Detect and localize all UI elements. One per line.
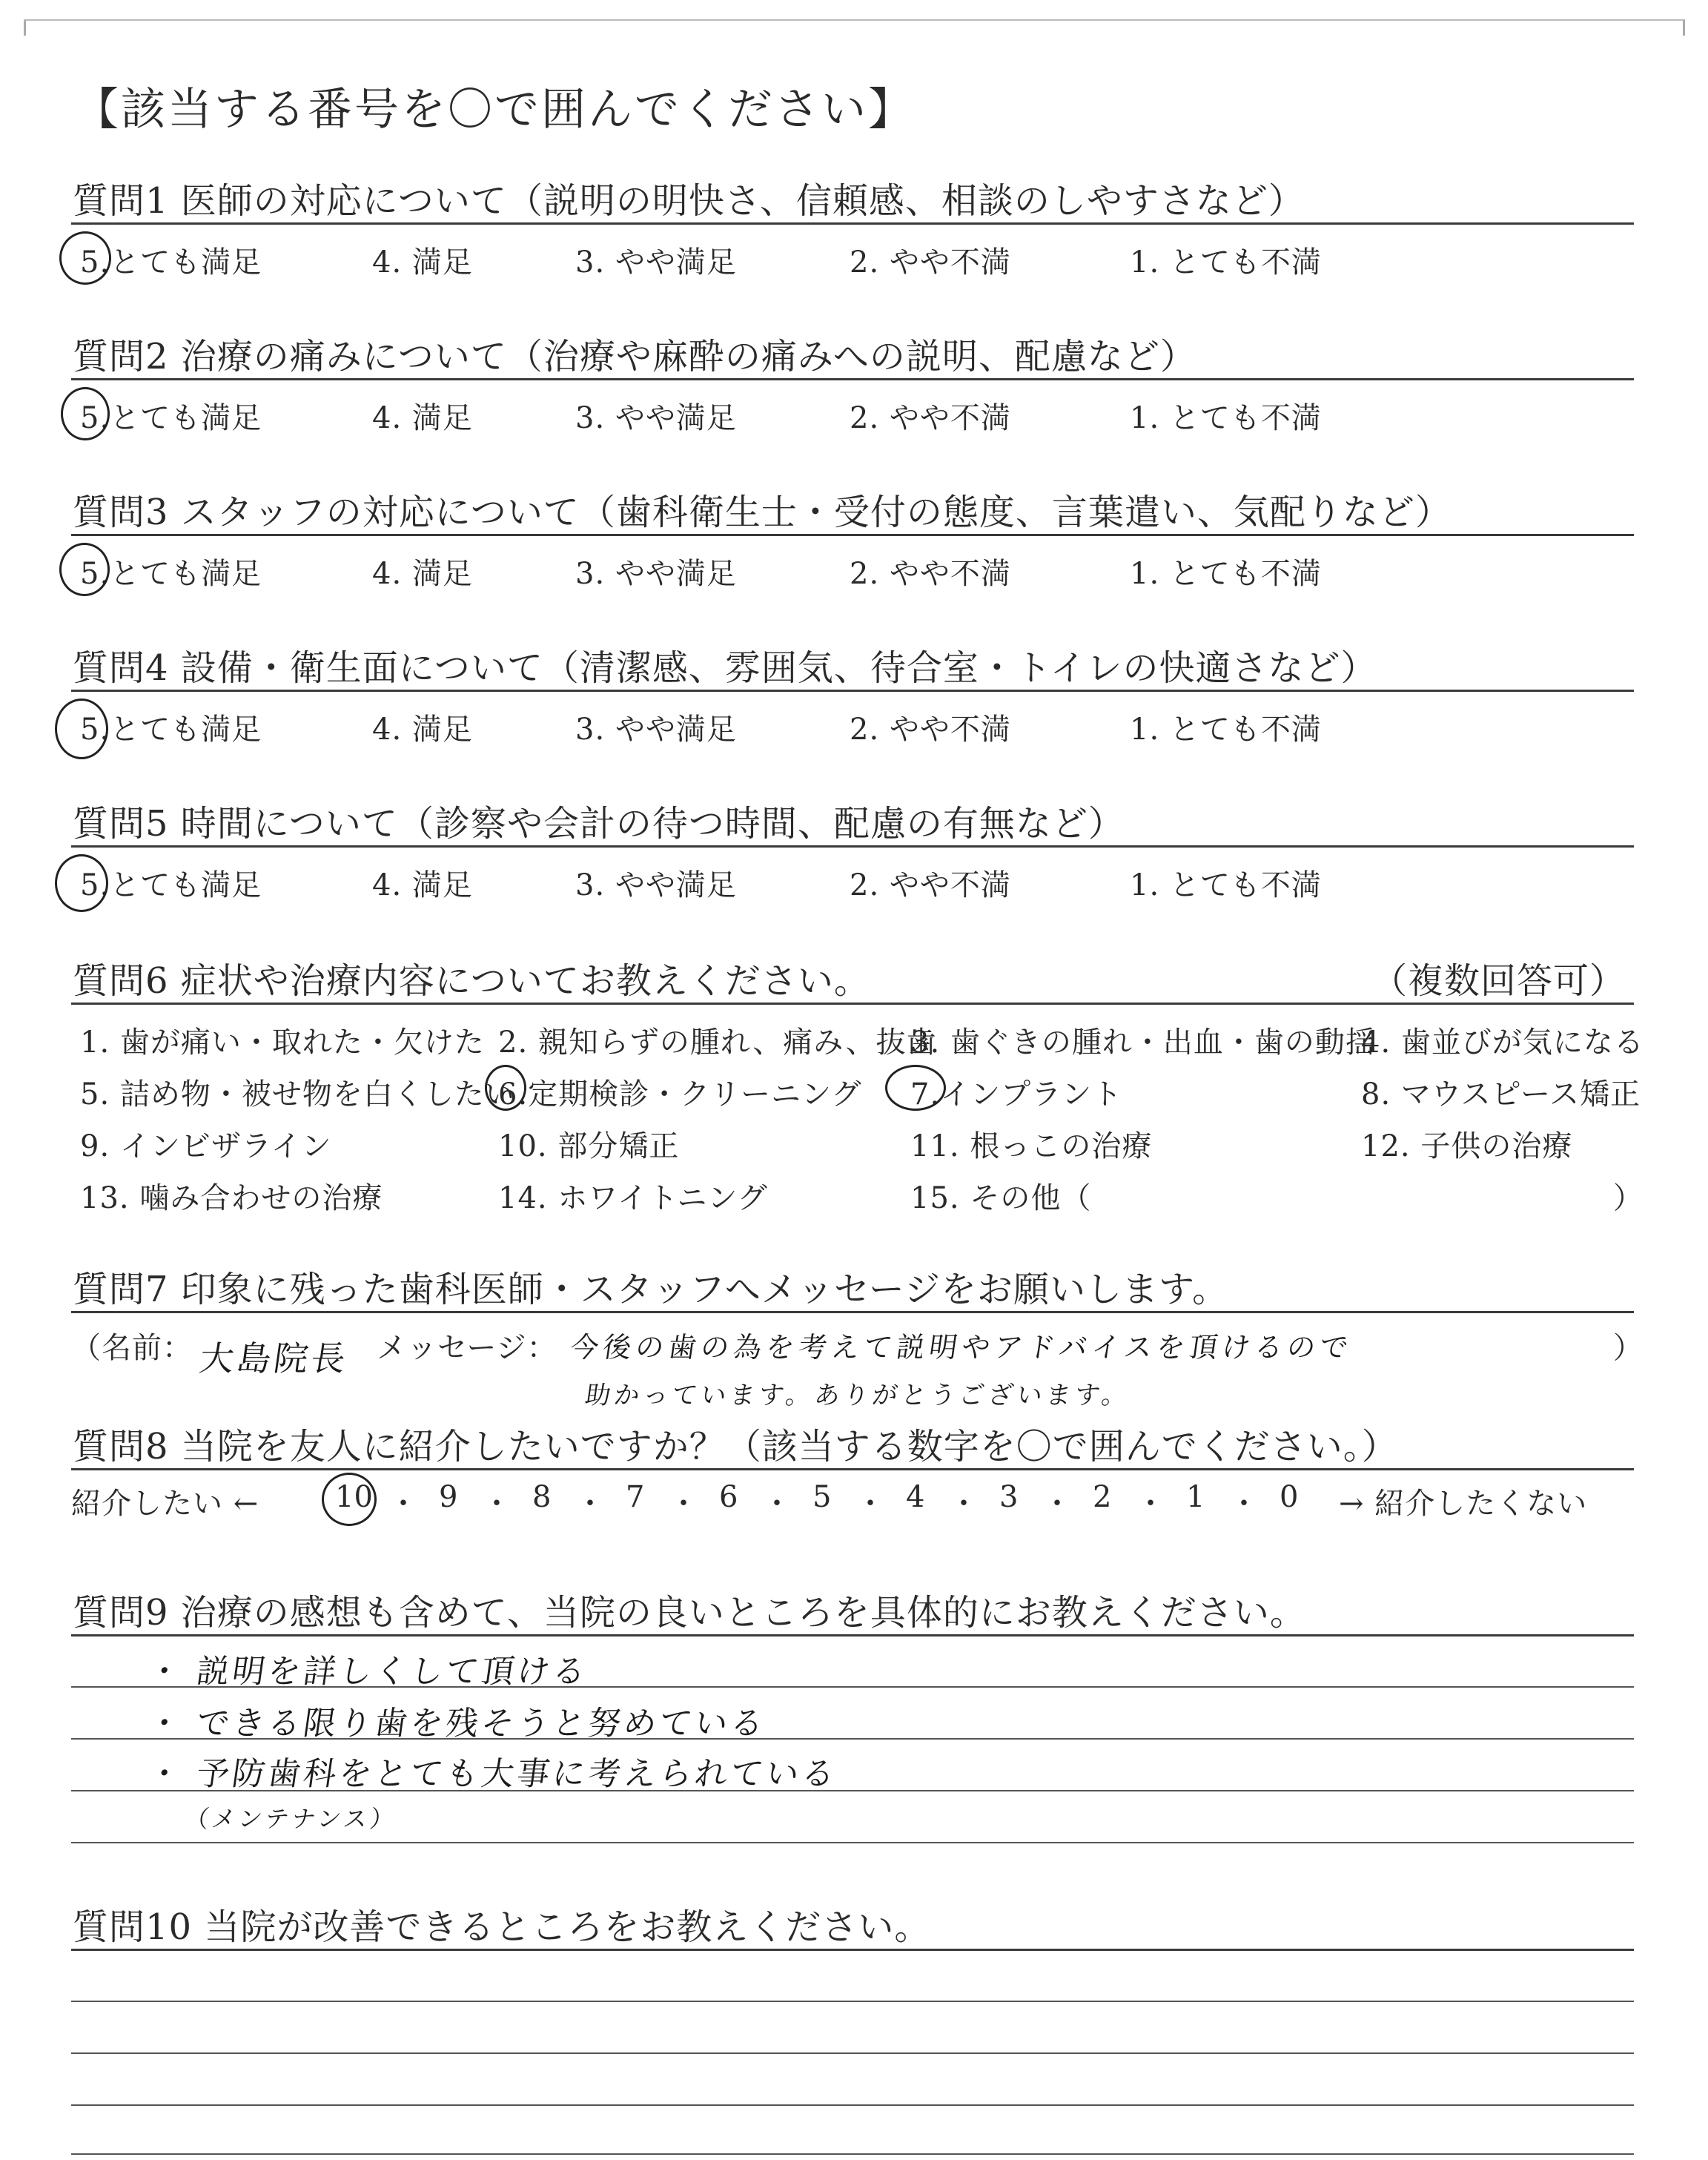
q2-option-5[interactable]: 5.とても満足 (80, 401, 262, 435)
q5-option-1[interactable]: 1. とても不満 (1130, 868, 1322, 902)
q8-score-3[interactable]: 3 (999, 1480, 1019, 1514)
q8-dot: ・ (949, 1487, 979, 1521)
q8-score-5[interactable]: 5 (812, 1480, 832, 1514)
q8-score-2[interactable]: 2 (1093, 1480, 1112, 1514)
question-3-rule (71, 534, 1634, 536)
question-9-rule (71, 1634, 1634, 1636)
q5-option-2[interactable]: 2. やや不満 (850, 868, 1011, 902)
q9-answer-3-note[interactable]: （メンテナンス） (183, 1805, 399, 1833)
question-5-label: 質問5 時間について（診察や会計の待つ時間、配慮の有無など） (73, 803, 1125, 845)
q8-dot: ・ (1136, 1487, 1165, 1521)
q4-option-2[interactable]: 2. やや不満 (850, 713, 1011, 747)
q8-dot: ・ (855, 1487, 885, 1521)
q1-option-1[interactable]: 1. とても不満 (1130, 245, 1322, 280)
q7-name-label: （名前： (71, 1331, 193, 1365)
q4-option-1[interactable]: 1. とても不満 (1130, 713, 1322, 747)
q2-option-4[interactable]: 4. 満足 (372, 401, 473, 435)
question-7-rule (71, 1311, 1634, 1313)
q3-option-5[interactable]: 5.とても満足 (80, 557, 262, 591)
q6-item-6-selection-circle (485, 1065, 526, 1111)
question-6-rule (71, 1003, 1634, 1005)
q6-item-15[interactable]: 15. その他（ (910, 1181, 1092, 1215)
scan-corner-right (1683, 19, 1685, 36)
q4-selection-circle (55, 698, 108, 759)
q9-answer-line (71, 1842, 1634, 1843)
q6-item-10[interactable]: 10. 部分矯正 (498, 1129, 680, 1163)
q1-selection-circle (59, 231, 111, 285)
question-10-label: 質問10 当院が改善できるところをお教えください。 (73, 1906, 931, 1948)
q5-selection-circle (55, 854, 108, 912)
q8-dot: ・ (1229, 1487, 1259, 1521)
scan-top-line (24, 19, 1684, 21)
question-5-rule (71, 845, 1634, 848)
q6-item-9[interactable]: 9. インビザライン (80, 1129, 332, 1163)
q8-score-8[interactable]: 8 (532, 1480, 552, 1514)
question-6-note: （複数回答可） (1371, 960, 1626, 1002)
scan-corner-left (24, 19, 26, 36)
q6-item-6[interactable]: 6.定期検診・クリーニング (498, 1077, 862, 1112)
q5-option-4[interactable]: 4. 満足 (372, 868, 473, 902)
question-2-rule (71, 378, 1634, 380)
q6-item-4[interactable]: 4. 歯並びが気になる (1361, 1025, 1644, 1060)
q6-item-12[interactable]: 12. 子供の治療 (1361, 1129, 1573, 1163)
q8-score-9[interactable]: 9 (439, 1480, 458, 1514)
q10-answer-line (71, 2104, 1634, 2106)
question-8-rule (71, 1468, 1634, 1470)
q7-close-paren: ） (1613, 1331, 1644, 1365)
q7-message-line1[interactable]: 今後の歯の為を考えて説明やアドバイスを頂けるので (568, 1331, 1355, 1364)
q6-item-7-selection-circle (885, 1065, 946, 1111)
q8-dot: ・ (388, 1487, 418, 1521)
q10-answer-line (71, 2052, 1634, 2054)
q3-option-1[interactable]: 1. とても不満 (1130, 557, 1322, 591)
q9-answer-2[interactable]: ・ できる限り歯を残そうと努めている (145, 1705, 769, 1743)
question-2-label: 質問2 治療の痛みについて（治療や麻酔の痛みへの説明、配慮など） (73, 336, 1196, 377)
q5-option-5[interactable]: 5.とても満足 (80, 868, 262, 902)
q1-option-3[interactable]: 3. やや満足 (575, 245, 737, 280)
q6-item-13[interactable]: 13. 噛み合わせの治療 (80, 1181, 383, 1215)
q6-item-5[interactable]: 5. 詰め物・被せ物を白くしたい (80, 1077, 515, 1112)
q10-answer-line (71, 2153, 1634, 2155)
question-1-rule (71, 222, 1634, 225)
q2-option-1[interactable]: 1. とても不満 (1130, 401, 1322, 435)
q2-option-2[interactable]: 2. やや不満 (850, 401, 1011, 435)
q4-option-3[interactable]: 3. やや満足 (575, 713, 737, 747)
page-title: 【該当する番号を〇で囲んでください】 (74, 84, 915, 136)
q8-right-label: → 紹介したくない (1339, 1487, 1588, 1521)
q6-item-7[interactable]: 7.インプラント (910, 1077, 1123, 1112)
q6-item-11[interactable]: 11. 根っこの治療 (910, 1129, 1153, 1163)
q8-left-label: 紹介したい ← (71, 1487, 259, 1521)
question-7-label: 質問7 印象に残った歯科医師・スタッフへメッセージをお願いします。 (73, 1269, 1229, 1310)
q8-selection-circle (322, 1473, 377, 1526)
question-1-label: 質問1 医師の対応について（説明の明快さ、信頼感、相談のしやすさなど） (73, 180, 1305, 222)
question-8-label: 質問8 当院を友人に紹介したいですか？（該当する数字を〇で囲んでください。） (73, 1426, 1398, 1467)
q1-option-4[interactable]: 4. 満足 (372, 245, 473, 280)
q8-score-4[interactable]: 4 (906, 1480, 925, 1514)
q2-option-3[interactable]: 3. やや満足 (575, 401, 737, 435)
q6-item-8[interactable]: 8. マウスピース矯正 (1361, 1077, 1641, 1112)
question-4-rule (71, 690, 1634, 692)
q3-option-3[interactable]: 3. やや満足 (575, 557, 737, 591)
q8-score-10[interactable]: 10 (335, 1480, 373, 1514)
q10-answer-line (71, 2001, 1634, 2002)
q7-message-line2[interactable]: 助かっています。ありがとうございます。 (583, 1381, 1133, 1410)
q1-option-5[interactable]: 5.とても満足 (80, 245, 262, 280)
q8-dot: ・ (762, 1487, 792, 1521)
q6-item-1[interactable]: 1. 歯が痛い・取れた・欠けた (80, 1025, 485, 1060)
q8-dot: ・ (575, 1487, 605, 1521)
q7-message-label: メッセージ： (377, 1331, 557, 1365)
question-10-rule (71, 1949, 1634, 1951)
q9-answer-1[interactable]: ・ 説明を詳しくして頂ける (145, 1653, 591, 1691)
question-6-label: 質問6 症状や治療内容についてお教えください。 (73, 960, 870, 1002)
q8-score-7[interactable]: 7 (626, 1480, 645, 1514)
q9-answer-3[interactable]: ・ 予防歯科をとても大事に考えられている (145, 1755, 840, 1793)
q5-option-3[interactable]: 3. やや満足 (575, 868, 737, 902)
q6-item-15-close: ） (1613, 1181, 1644, 1215)
q2-selection-circle (61, 387, 110, 440)
q7-name-value[interactable]: 大島院長 (196, 1338, 351, 1378)
question-4-label: 質問4 設備・衛生面について（清潔感、雰囲気、待合室・トイレの快適さなど） (73, 647, 1377, 689)
q6-item-14[interactable]: 14. ホワイトニング (498, 1181, 768, 1215)
q8-score-1[interactable]: 1 (1186, 1480, 1205, 1514)
q8-score-0[interactable]: 0 (1280, 1480, 1299, 1514)
q6-item-3[interactable]: 3. 歯ぐきの腫れ・出血・歯の動揺 (910, 1025, 1376, 1060)
question-3-label: 質問3 スタッフの対応について（歯科衛生士・受付の態度、言葉遣い、気配りなど） (73, 492, 1452, 533)
q3-option-4[interactable]: 4. 満足 (372, 557, 473, 591)
q8-dot: ・ (669, 1487, 698, 1521)
q8-dot: ・ (1042, 1487, 1072, 1521)
q8-dot: ・ (482, 1487, 512, 1521)
question-9-label: 質問9 治療の感想も含めて、当院の良いところを具体的にお教えください。 (73, 1592, 1306, 1634)
q1-option-2[interactable]: 2. やや不満 (850, 245, 1011, 280)
q4-option-4[interactable]: 4. 満足 (372, 713, 473, 747)
q6-item-2[interactable]: 2. 親知らずの腫れ、痛み、抜歯 (498, 1025, 937, 1060)
q3-option-2[interactable]: 2. やや不満 (850, 557, 1011, 591)
q8-score-6[interactable]: 6 (719, 1480, 738, 1514)
q3-selection-circle (59, 543, 110, 596)
q4-option-5[interactable]: 5.とても満足 (80, 713, 262, 747)
